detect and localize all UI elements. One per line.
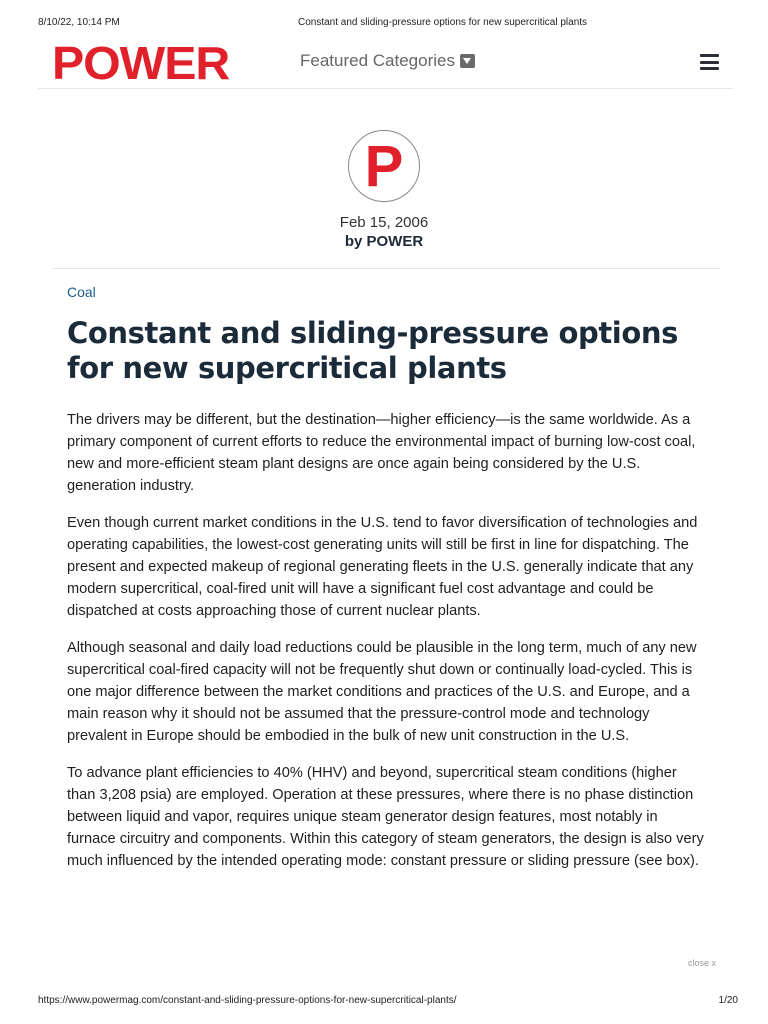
- article-paragraph: Although seasonal and daily load reductions could be plausible in the long term, much of any new supercritical coal-fired capacity will not be frequently shut down or continually load-cycled. This is one major difference between the market conditions and practices of the U.S. and Europe, and a main reason why it should not be assumed that the pressure-control mode and technology prevalent in Europe should be embodied in the bulk of new unit construction in the U.S.: [67, 640, 697, 744]
- featured-categories-dropdown[interactable]: [300, 51, 475, 71]
- print-timestamp: 8/10/22, 10:14 PM: [38, 17, 120, 28]
- power-logo[interactable]: POWER: [52, 37, 230, 89]
- close-button[interactable]: close x: [688, 958, 717, 968]
- author-avatar: [348, 130, 420, 202]
- caret-down-icon: [460, 54, 475, 68]
- article-body: [67, 409, 707, 887]
- avatar-letter: P: [364, 134, 404, 199]
- category-link-coal[interactable]: Coal: [67, 284, 96, 300]
- print-header: [38, 17, 738, 31]
- divider: [52, 268, 720, 269]
- article-paragraph: The drivers may be different, but the destination—higher efficiency—is the same worldwide. As a primary component of current efforts to reduce the environmental impact of burning low-cost coal, new and more-efficient steam plant designs are once again being considered by the U.S. generation industry.: [67, 412, 696, 494]
- print-page-number: 1/20: [718, 995, 738, 1006]
- hamburger-menu-icon[interactable]: [700, 54, 719, 70]
- print-url: https://www.powermag.com/constant-and-sliding-pressure-options-for-new-supercritical-plants/: [38, 995, 457, 1006]
- byline[interactable]: by POWER: [344, 233, 424, 250]
- print-document-title: Constant and sliding-pressure options for new supercritical plants: [298, 17, 588, 28]
- article-title: Constant and sliding-pressure options for new supercritical plants: [67, 316, 678, 385]
- article-paragraph: To advance plant efficiencies to 40% (HHV) and beyond, supercritical steam conditions (higher than 3,208 psia) are employed. Operation at these pressures, where there is no phase distinction between liquid and vapor, requires unique steam generator design features, most notably in furnace circuitry and components. Within this category of steam generators, the design is also very much influenced by the intended operating mode: constant pressure or sliding pressure (see box).: [67, 765, 704, 869]
- article-paragraph: Even though current market conditions in the U.S. tend to favor diversification of technologies and operating capabilities, the lowest-cost generating units will still be first in line for dispatching. The present and expected makeup of regional generating fleets in the U.S. generally indicate that any modern supercritical, coal-fired unit will have a significant fuel cost advantage and could be dispatched at costs approaching those of current nuclear plants.: [67, 515, 698, 619]
- print-footer: [38, 995, 738, 1009]
- featured-categories-label: Featured Categories: [300, 51, 455, 70]
- author-block: [0, 130, 768, 250]
- publish-date: Feb 15, 2006: [339, 214, 429, 231]
- site-header: [38, 38, 733, 89]
